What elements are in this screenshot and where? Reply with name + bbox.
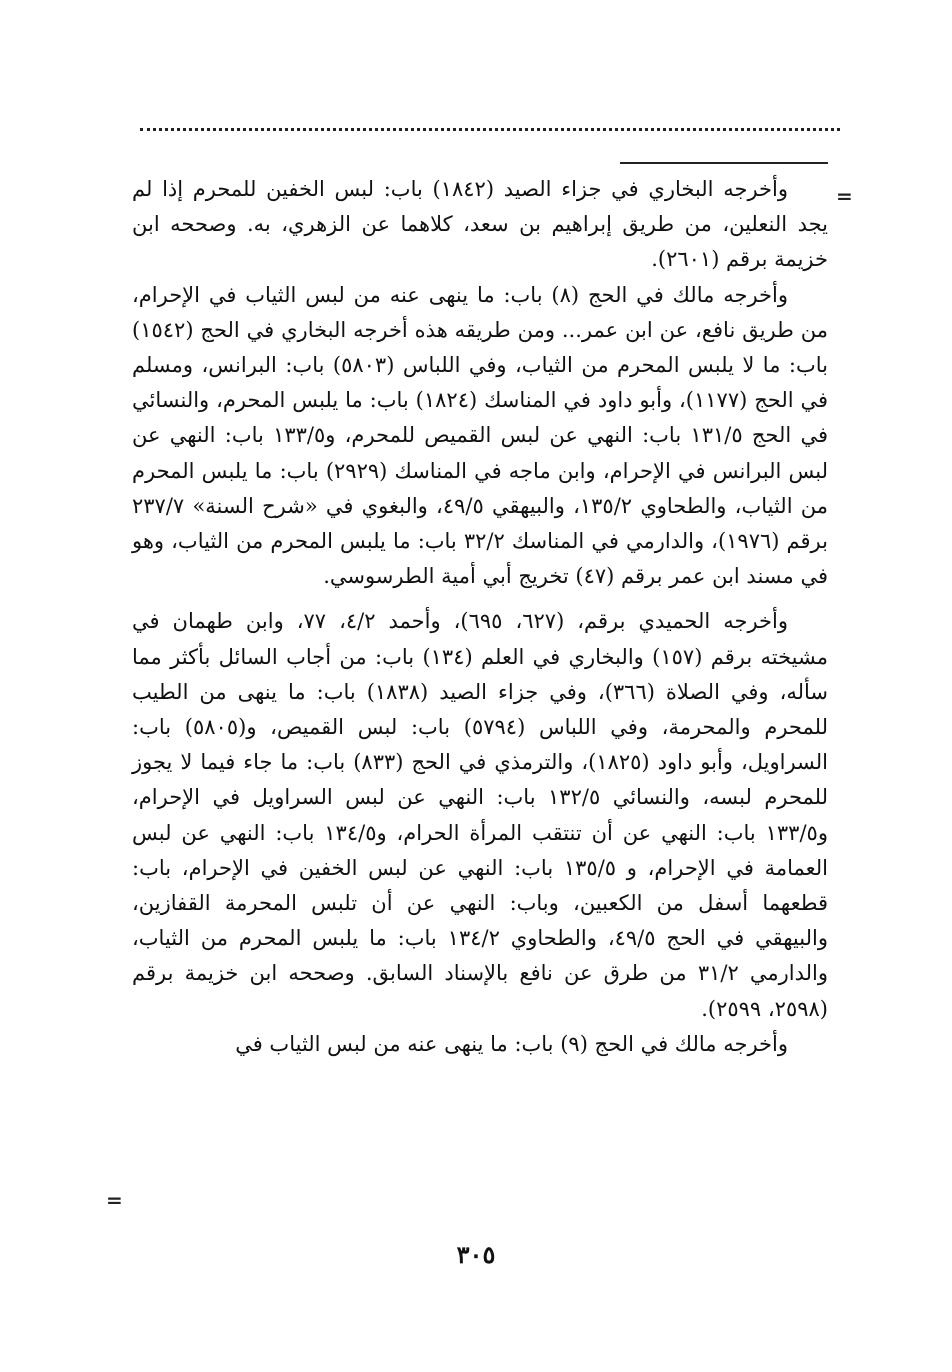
continuation-mark-top: = (836, 184, 853, 208)
footnote-paragraph-2: وأخرجه مالك في الحج (٨) باب: ما ينهى عنه من لبس الثياب في الإحرام، من طريق نافع، عن ابن عمر... ومن طريقه هذه أخرجه البخاري في الحج (١٥٤٢) باب: ما لا يلبس المحرم من الثياب، وفي اللباس (٥٨٠٣) باب: البرانس، ومسلم في الحج (١١٧٧)، وأبو داود في المناسك (١٨٢٤) باب: ما يلبس المحرم، والنسائي في الحج ١٣١/٥ باب: النهي عن لبس القميص للمحرم، و١٣٣/٥ باب: النهي عن لبس البرانس في الإحرام، وابن ماجه في المناسك (٢٩٢٩) باب: ما يلبس المحرم من الثياب، والطحاوي ١٣٥/٢، والبيهقي ٤٩/٥، والبغوي في «شرح السنة» ٢٣٧/٧ برقم (١٩٧٦)، والدارمي في المناسك ٣٢/٢ باب: ما يلبس المحرم من الثياب، وهو في مسند ابن عمر برقم (٤٧) تخريج أبي أمية الطرسوسي. (132, 282, 829, 589)
footnote-paragraph-3: وأخرجه الحميدي برقم، (٦٢٧، ٦٩٥)، وأحمد ٤/٢، ٧٧، وابن طهمان في مشيخته برقم (١٥٧) والبخاري في العلم (١٣٤) باب: من أجاب السائل بأكثر مما سأله، وفي الصلاة (٣٦٦)، وفي جزاء الصيد (١٨٣٨) باب: ما ينهى من الطيب للمحرم والمحرمة، وفي اللباس (٥٧٩٤) باب: لبس القميص، و(٥٨٠٥) باب: السراويل، وأبو داود (١٨٢٥)، والترمذي في الحج (٨٣٣) باب: ما جاء فيما لا يجوز للمحرم لبسه، والنسائي ١٣٢/٥ باب: النهي عن لبس السراويل في الإحرام، و١٣٣/٥ باب: النهي عن أن تنتقب المرأة الحرام، و١٣٤/٥ باب: النهي عن لبس العمامة في الإحرام، و ١٣٥/٥ باب: النهي عن لبس الخفين في الإحرام، باب: قطعهما أسفل من الكعبين، وباب: النهي عن أن تلبس المحرمة القفازين، والبيهقي في الحج ٤٩/٥، والطحاوي ١٣٤/٢ باب: ما يلبس المحرم من الثياب، والدارمي ٣١/٢ من طرق عن نافع بالإسناد السابق. وصححه ابن خزيمة برقم (٢٥٩٨، ٢٥٩٩). (132, 609, 829, 1021)
dotted-separator (140, 128, 840, 137)
footnote-text (132, 172, 828, 1062)
footnote-rule (620, 162, 828, 164)
footnote-paragraph-1: وأخرجه البخاري في جزاء الصيد (١٨٤٢) باب: لبس الخفين للمحرم إذا لم يجد النعلين، من طريق إبراهيم بن سعد، كلاهما عن الزهري، به. وصححه ابن خزيمة برقم (٢٦٠١). (132, 177, 828, 272)
continuation-mark-bottom: = (106, 1188, 123, 1212)
page-number: ٣٠٥ (456, 1240, 496, 1269)
footnote-paragraph-4: وأخرجه مالك في الحج (٩) باب: ما ينهى عنه من لبس الثياب في (235, 1031, 788, 1056)
